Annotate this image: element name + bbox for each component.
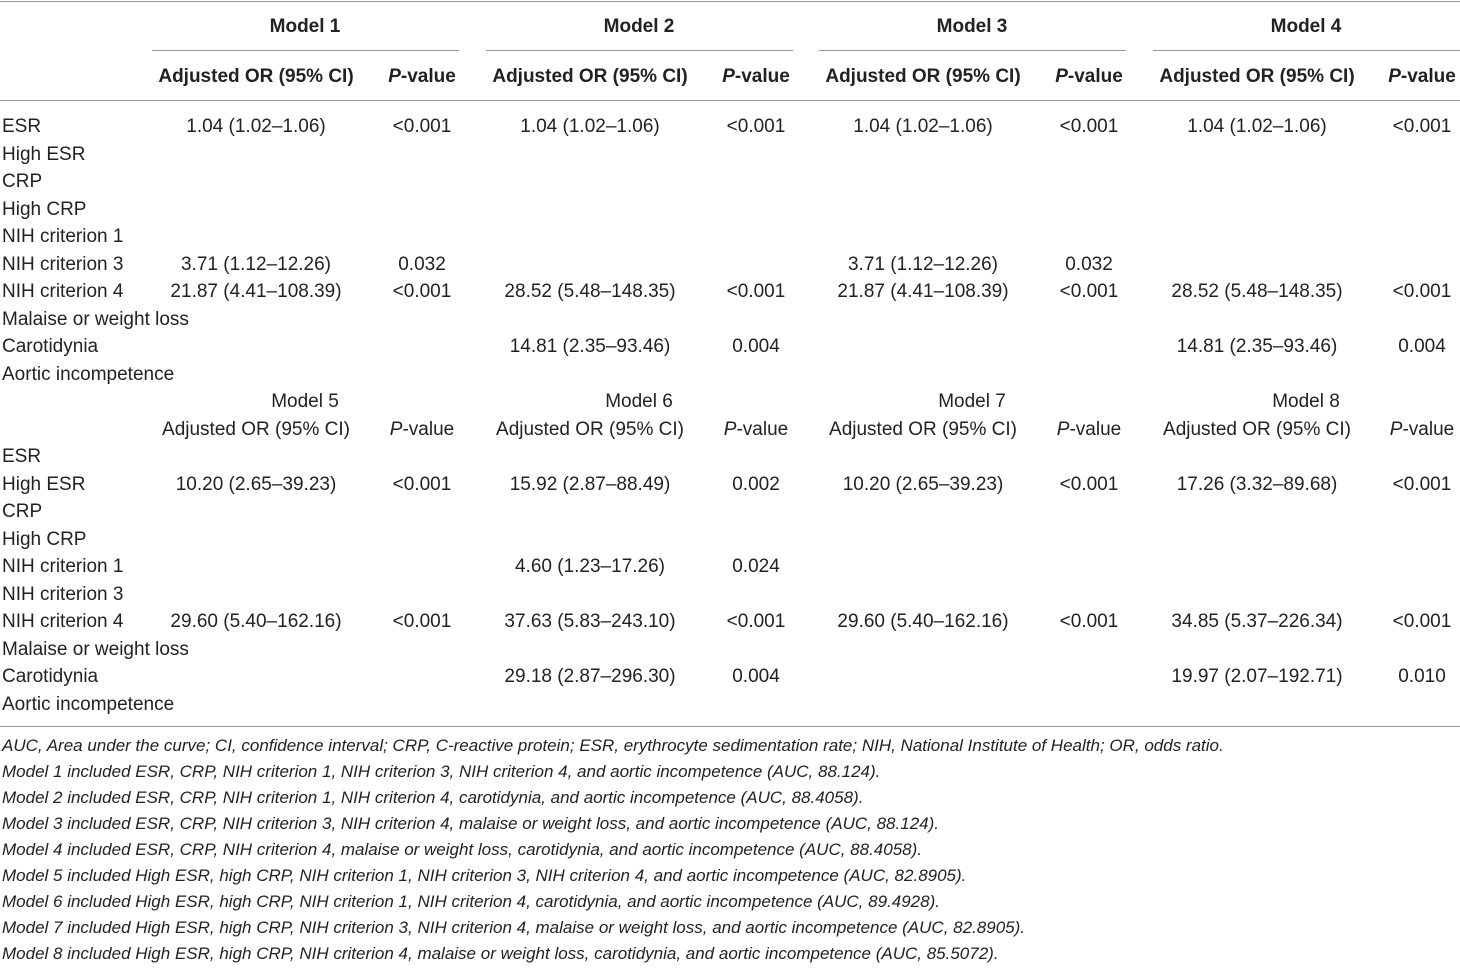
footnote-model-6: Model 6 included High ESR, high CRP, NIH criterion 1, NIH criterion 4, carotidynia, and aortic incompetence (AUC, 89.4928).	[2, 892, 940, 911]
model-4-p-header	[1388, 67, 1456, 87]
model-1-or-header: Adjusted OR (95% CI)	[158, 66, 354, 87]
model-3-rule	[819, 50, 1126, 51]
row-label: ESR	[2, 446, 42, 467]
model-2-or-header: Adjusted OR (95% CI)	[492, 66, 688, 87]
table-row	[0, 662, 1460, 690]
model-6-or-header: Adjusted OR (95% CI)	[496, 418, 684, 440]
footnote-model-8: Model 8 included High ESR, high CRP, NIH criterion 4, malaise or weight loss, carotidynia, and aortic incompetence (AUC, 85.5072).	[2, 944, 999, 963]
cell-value: 14.81 (2.35–93.46)	[1176, 336, 1338, 357]
p-italic: P	[722, 66, 735, 87]
row-label: NIH criterion 4	[2, 281, 124, 302]
p-italic: P	[1388, 66, 1401, 87]
cell-value: 10.20 (2.65–39.23)	[175, 473, 337, 495]
cell-value: 34.85 (5.37–226.34)	[1171, 611, 1343, 632]
p-rest: -value	[736, 418, 789, 440]
row-label: ESR	[2, 116, 42, 137]
footnote-abbreviations: AUC, Area under the curve; CI, confidence interval; CRP, C-reactive protein; ESR, erythrocyte sedimentation rate; NIH, National Institute of Health; OR, odds ratio.	[2, 736, 1224, 755]
row-label: NIH criterion 1	[2, 226, 124, 247]
footnote-model-7: Model 7 included High ESR, high CRP, NIH criterion 3, NIH criterion 4, malaise or weight loss, and aortic incompetence (AUC, 82.8905).	[2, 918, 1025, 937]
cell-value: 1.04 (1.02–1.06)	[1187, 116, 1327, 137]
p-rest: -value	[1400, 66, 1456, 87]
table-row	[0, 112, 1460, 140]
cell-value: 1.04 (1.02–1.06)	[186, 116, 326, 137]
cell-value: 0.024	[732, 556, 780, 577]
row-label: High ESR	[2, 143, 86, 165]
model-3-p-header	[1055, 67, 1123, 87]
row-label: Aortic incompetence	[2, 693, 175, 715]
table-row	[0, 277, 1460, 305]
cell-value: 0.032	[398, 253, 446, 275]
p-italic: P	[723, 418, 737, 440]
model-7-p-header	[1057, 419, 1121, 441]
table-row	[0, 332, 1460, 360]
p-rest: -value	[1402, 418, 1455, 440]
cell-value: 1.04 (1.02–1.06)	[853, 116, 993, 137]
table-row	[0, 222, 1460, 250]
table-row	[0, 387, 1460, 415]
table-row	[0, 635, 1460, 663]
table-body	[0, 112, 1460, 717]
model-4-rule	[1153, 50, 1460, 51]
cell-value: 0.010	[1398, 666, 1446, 687]
cell-value: <0.001	[1059, 116, 1119, 137]
cell-value: 0.004	[732, 336, 780, 357]
p-italic: P	[1055, 66, 1068, 87]
model-8-or-header: Adjusted OR (95% CI)	[1163, 418, 1351, 440]
model-7-header: Model 7	[938, 391, 1006, 412]
cell-value: 19.97 (2.07–192.71)	[1171, 666, 1343, 687]
table-row	[0, 360, 1460, 388]
cell-value: 4.60 (1.23–17.26)	[514, 556, 666, 577]
cell-value: 0.032	[1065, 253, 1113, 275]
cell-value: <0.001	[392, 473, 452, 495]
cell-value: <0.001	[392, 611, 452, 632]
table-footnotes	[2, 735, 1458, 969]
model-7-or-header: Adjusted OR (95% CI)	[829, 418, 1017, 440]
row-label: Carotidynia	[2, 666, 99, 687]
table-row	[0, 470, 1460, 498]
cell-value: 21.87 (4.41–108.39)	[837, 281, 1009, 302]
table-row	[0, 497, 1460, 525]
footnote-model-3: Model 3 included ESR, CRP, NIH criterion 3, NIH criterion 4, malaise or weight loss, and aortic incompetence (AUC, 88.124).	[2, 814, 939, 833]
cell-value: 37.63 (5.83–243.10)	[504, 611, 676, 632]
model-6-header: Model 6	[605, 391, 673, 412]
model-3-header: Model 3	[936, 16, 1008, 37]
model-5-or-header: Adjusted OR (95% CI)	[162, 418, 350, 440]
cell-value: 3.71 (1.12–12.26)	[847, 253, 999, 275]
model-4-header: Model 4	[1270, 16, 1342, 37]
cell-value: <0.001	[1059, 281, 1119, 302]
header-rule	[0, 100, 1460, 101]
model-4-or-header: Adjusted OR (95% CI)	[1159, 66, 1355, 87]
row-label: NIH criterion 4	[2, 611, 124, 632]
p-rest: -value	[1067, 66, 1123, 87]
cell-value: <0.001	[1059, 473, 1119, 495]
table-row	[0, 250, 1460, 278]
row-label: High ESR	[2, 473, 86, 495]
model-3-or-header: Adjusted OR (95% CI)	[825, 66, 1021, 87]
p-italic: P	[388, 66, 401, 87]
p-italic: P	[1056, 418, 1070, 440]
model-2-p-header	[722, 67, 790, 87]
model-5-p-header	[390, 419, 454, 441]
cell-value: 14.81 (2.35–93.46)	[509, 336, 671, 357]
cell-value: 29.18 (2.87–296.30)	[504, 666, 676, 687]
cell-value: 0.004	[732, 666, 780, 687]
row-label: High CRP	[2, 198, 87, 220]
cell-value: <0.001	[1392, 116, 1452, 137]
footnote-model-5: Model 5 included High ESR, high CRP, NIH criterion 1, NIH criterion 3, NIH criterion 4, and aortic incompetence (AUC, 82.8905).	[2, 866, 967, 885]
cell-value: <0.001	[726, 281, 786, 302]
cell-value: <0.001	[726, 611, 786, 632]
table-row	[0, 580, 1460, 608]
cell-value: 28.52 (5.48–148.35)	[1171, 281, 1343, 302]
cell-value: 3.71 (1.12–12.26)	[180, 253, 332, 275]
row-label: Aortic incompetence	[2, 363, 175, 385]
row-label: Carotidynia	[2, 336, 99, 357]
model-8-header: Model 8	[1272, 391, 1340, 412]
cell-value: <0.001	[1392, 281, 1452, 302]
row-label: CRP	[2, 501, 43, 522]
model-8-p-header	[1390, 419, 1454, 441]
cell-value: <0.001	[726, 116, 786, 137]
table-row	[0, 415, 1460, 443]
model-2-header: Model 2	[603, 16, 675, 37]
model-1-rule	[152, 50, 459, 51]
p-rest: -value	[734, 66, 790, 87]
cell-value: 0.004	[1398, 336, 1446, 357]
row-label: NIH criterion 3	[2, 253, 124, 275]
table-row	[0, 442, 1460, 470]
p-rest: -value	[400, 66, 456, 87]
cell-value: 17.26 (3.32–89.68)	[1176, 473, 1338, 495]
model-6-p-header	[724, 419, 788, 441]
footnote-model-4: Model 4 included ESR, CRP, NIH criterion 4, malaise or weight loss, carotidynia, and aortic incompetence (AUC, 88.4058).	[2, 840, 923, 859]
footnote-model-1: Model 1 included ESR, CRP, NIH criterion 1, NIH criterion 3, NIH criterion 4, and aortic incompetence (AUC, 88.124).	[2, 762, 881, 781]
cell-value: <0.001	[1392, 473, 1452, 495]
cell-value: <0.001	[1059, 611, 1119, 632]
cell-value: 29.60 (5.40–162.16)	[837, 611, 1009, 632]
row-label: NIH criterion 1	[2, 556, 124, 577]
table-row	[0, 607, 1460, 635]
cell-value: 28.52 (5.48–148.35)	[504, 281, 676, 302]
cell-value: 0.002	[732, 473, 780, 495]
cell-value: 29.60 (5.40–162.16)	[170, 611, 342, 632]
p-italic: P	[1389, 418, 1403, 440]
row-label: Malaise or weight loss	[2, 308, 189, 330]
cell-value: 21.87 (4.41–108.39)	[170, 281, 342, 302]
table-row	[0, 140, 1460, 168]
table-row	[0, 552, 1460, 580]
table-row	[0, 167, 1460, 195]
table-row	[0, 305, 1460, 333]
table-top-rule	[0, 1, 1460, 2]
row-label: CRP	[2, 171, 43, 192]
p-italic: P	[389, 418, 403, 440]
p-rest: -value	[402, 418, 455, 440]
cell-value: 1.04 (1.02–1.06)	[520, 116, 660, 137]
cell-value: <0.001	[392, 281, 452, 302]
row-label: NIH criterion 3	[2, 583, 124, 605]
model-1-p-header	[388, 67, 456, 87]
table-row	[0, 525, 1460, 553]
table-row	[0, 690, 1460, 718]
model-5-header: Model 5	[271, 391, 339, 412]
table-row	[0, 195, 1460, 223]
footnote-model-2: Model 2 included ESR, CRP, NIH criterion 1, NIH criterion 4, carotidynia, and aortic incompetence (AUC, 88.4058).	[2, 788, 864, 807]
table-bottom-rule	[0, 726, 1460, 727]
cell-value: <0.001	[1392, 611, 1452, 632]
cell-value: <0.001	[392, 116, 452, 137]
row-label: Malaise or weight loss	[2, 638, 189, 660]
cell-value: 10.20 (2.65–39.23)	[842, 473, 1004, 495]
p-rest: -value	[1069, 418, 1122, 440]
cell-value: 15.92 (2.87–88.49)	[509, 473, 671, 495]
row-label: High CRP	[2, 528, 87, 550]
model-1-header: Model 1	[269, 16, 341, 37]
model-2-rule	[486, 50, 793, 51]
